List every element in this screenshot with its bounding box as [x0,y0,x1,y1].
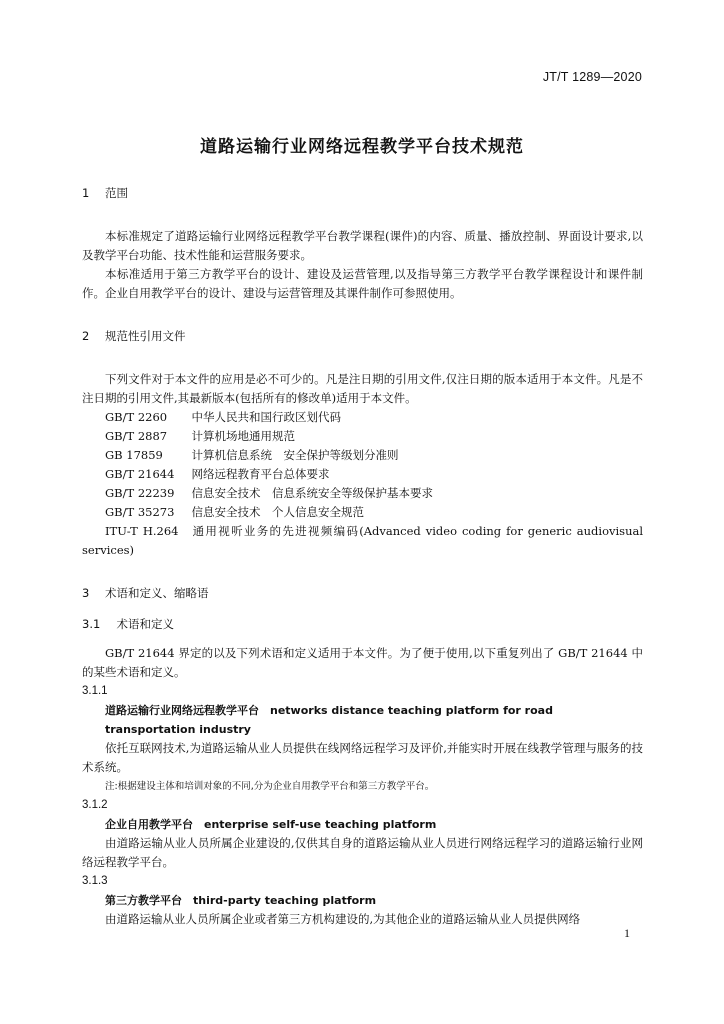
reference-item [82,465,643,484]
reference-item [82,503,643,522]
term-number: 3.1.3 [82,875,108,887]
term-number: 3.1.2 [82,799,108,811]
term-name: 企业自用教学平台 enterprise self-use teaching platform [105,818,437,831]
section-1-title: 范围 [105,186,128,200]
reference-title: 中华人民共和国行政区划代码 [191,410,341,424]
reference-code: GB/T 22239 [105,486,175,500]
page-number: 1 [624,926,630,940]
subsection-3-1-intro: GB/T 21644 界定的以及下列术语和定义适用于本文件。为了便于使用,以下重复列出了 GB/T 21644 中的某些术语和定义。 [82,646,643,679]
reference-item [82,522,643,560]
reference-item [82,484,643,503]
reference-code: GB/T 2260 [105,410,168,424]
section-2-heading [82,327,643,346]
subsection-3-1-number: 3.1 [82,617,101,631]
subsection-3-1-heading [82,615,643,634]
section-2-number: 2 [82,329,90,343]
standard-code: JT/T 1289—2020 [542,70,642,84]
section-3-number: 3 [82,586,90,600]
section-1-paragraph-1: 本标准规定了道路运输行业网络远程教学平台教学课程(课件)的内容、质量、播放控制、界面设计要求,以及教学平台功能、技术性能和运营服务要求。 [82,229,643,262]
reference-title: 通用视听业务的先进视频编码(Advanced video coding for generic audiovisual services) [82,524,644,557]
term-number: 3.1.1 [82,685,108,697]
term-definition: 由道路运输从业人员所属企业建设的,仅供其自身的道路运输从业人员进行网络远程学习的道路运输行业网络远程教学平台。 [82,836,643,869]
reference-item [82,427,643,446]
term-note: 注:根据建设主体和培训对象的不同,分为企业自用教学平台和第三方教学平台。 [105,781,435,792]
reference-code: ITU-T H.264 [105,524,179,538]
section-2-intro: 下列文件对于本文件的应用是必不可少的。凡是注日期的引用文件,仅注日期的版本适用于本文件。凡是不注日期的引用文件,其最新版本(包括所有的修改单)适用于本文件。 [82,372,643,405]
section-3-heading [82,584,643,603]
reference-title: 网络远程教育平台总体要求 [191,467,330,481]
reference-title: 信息安全技术 个人信息安全规范 [191,505,364,519]
reference-item [82,446,643,465]
term-name: 第三方教学平台 third-party teaching platform [105,894,377,907]
section-3-title: 术语和定义、缩略语 [105,586,209,600]
document-body [82,184,643,929]
document-title: 道路运输行业网络远程教学平台技术规范 [200,137,524,157]
term-definition: 依托互联网技术,为道路运输从业人员提供在线网络远程学习及评价,并能实时开展在线教学管理与服务的技术系统。 [82,741,643,774]
reference-item [82,408,643,427]
reference-code: GB/T 2887 [105,429,168,443]
section-1-paragraph-2: 本标准适用于第三方教学平台的设计、建设及运营管理,以及指导第三方教学平台教学课程设计和课件制作。企业自用教学平台的设计、建设与运营管理及其课件制作可参照使用。 [82,267,643,300]
reference-title: 信息安全技术 信息系统安全等级保护基本要求 [191,486,433,500]
reference-title: 计算机场地通用规范 [191,429,295,443]
term-name: 道路运输行业网络远程教学平台 networks distance teaching platform for road transportation industry [105,704,553,736]
section-2-title: 规范性引用文件 [105,329,186,343]
reference-code: GB 17859 [105,448,163,462]
reference-title: 计算机信息系统 安全保护等级划分准则 [191,448,399,462]
reference-code: GB/T 35273 [105,505,175,519]
section-1-heading [82,184,643,203]
reference-code: GB/T 21644 [105,467,175,481]
section-1-number: 1 [82,186,90,200]
subsection-3-1-title: 术语和定义 [116,617,174,631]
term-definition: 由道路运输从业人员所属企业或者第三方机构建设的,为其他企业的道路运输从业人员提供网络 [105,912,581,926]
